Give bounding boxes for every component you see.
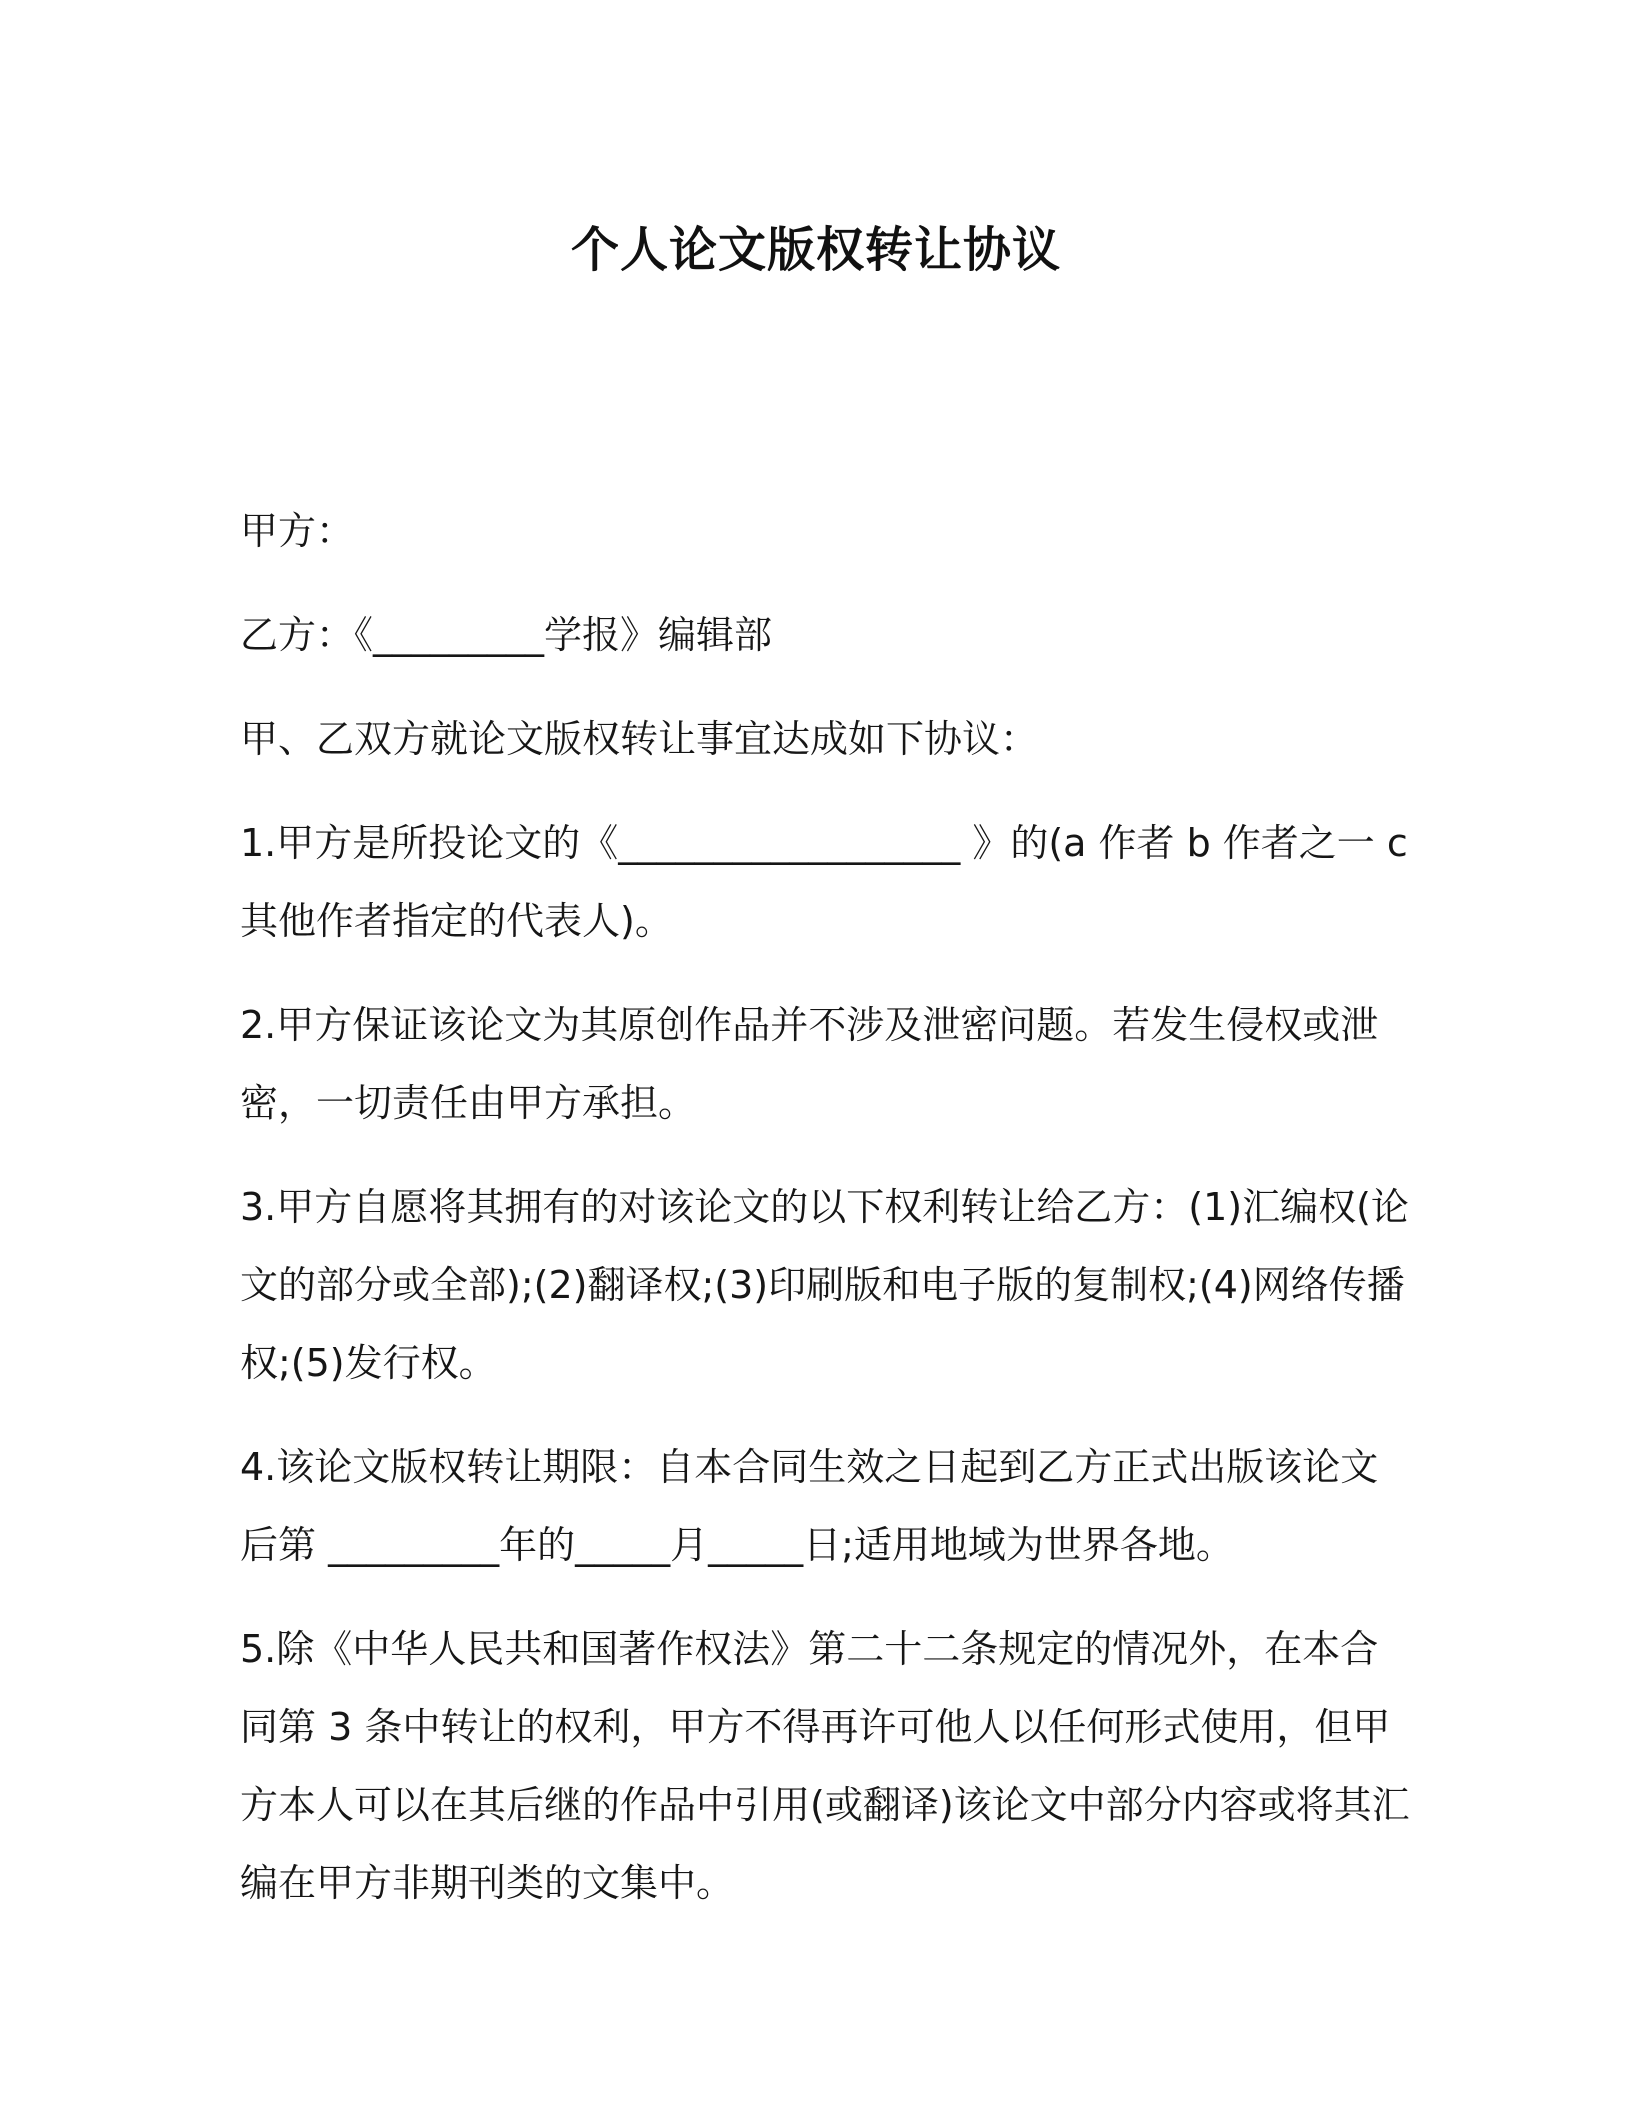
clause-4-line: 后第 _________年的_____月_____日;适用地域为世界各地。 (240, 1523, 1234, 1567)
document-body (240, 492, 1410, 1948)
party-b-text: 乙方：《_________学报》编辑部 (240, 613, 773, 657)
clause-4-line: 4.该论文版权转让期限：自本合同生效之日起到乙方正式出版该论文 (240, 1445, 1379, 1489)
intro-text: 甲、乙双方就论文版权转让事宜达成如下协议： (240, 717, 1039, 761)
clause-5-line: 同第 3 条中转让的权利，甲方不得再许可他人以任何形式使用，但甲 (240, 1705, 1391, 1749)
clause-5-line: 5.除《中华人民共和国著作权法》第二十二条规定的情况外，在本合 (240, 1627, 1379, 1671)
clause-5-line: 编在甲方非期刊类的文集中。 (240, 1861, 735, 1905)
clause-2 (240, 986, 1400, 1142)
clause-1-line: 1.甲方是所投论文的《__________________ 》的(a 作者 b 作者之一 c (240, 821, 1408, 865)
clause-2-line: 密，一切责任由甲方承担。 (240, 1081, 697, 1125)
party-a (240, 492, 1400, 570)
clause-2-line: 2.甲方保证该论文为其原创作品并不涉及泄密问题。若发生侵权或泄 (240, 1003, 1379, 1047)
party-a-text: 甲方： (240, 509, 355, 553)
intro-paragraph (240, 700, 1400, 778)
clause-5 (240, 1610, 1410, 1922)
clause-3-line: 权;(5)发行权。 (240, 1341, 497, 1385)
clause-1 (240, 804, 1408, 960)
clause-3-line: 文的部分或全部);(2)翻译权;(3)印刷版和电子版的复制权;(4)网络传播 (240, 1263, 1405, 1307)
clause-3 (240, 1168, 1409, 1402)
party-b (240, 596, 1400, 674)
document-title: 个人论文版权转让协议 (570, 222, 1061, 278)
clause-4 (240, 1428, 1400, 1584)
clause-1-line: 其他作者指定的代表人)。 (240, 899, 673, 943)
clause-5-line: 方本人可以在其后继的作品中引用(或翻译)该论文中部分内容或将其汇 (240, 1783, 1410, 1827)
clause-3-line: 3.甲方自愿将其拥有的对该论文的以下权利转让给乙方：(1)汇编权(论 (240, 1185, 1409, 1229)
